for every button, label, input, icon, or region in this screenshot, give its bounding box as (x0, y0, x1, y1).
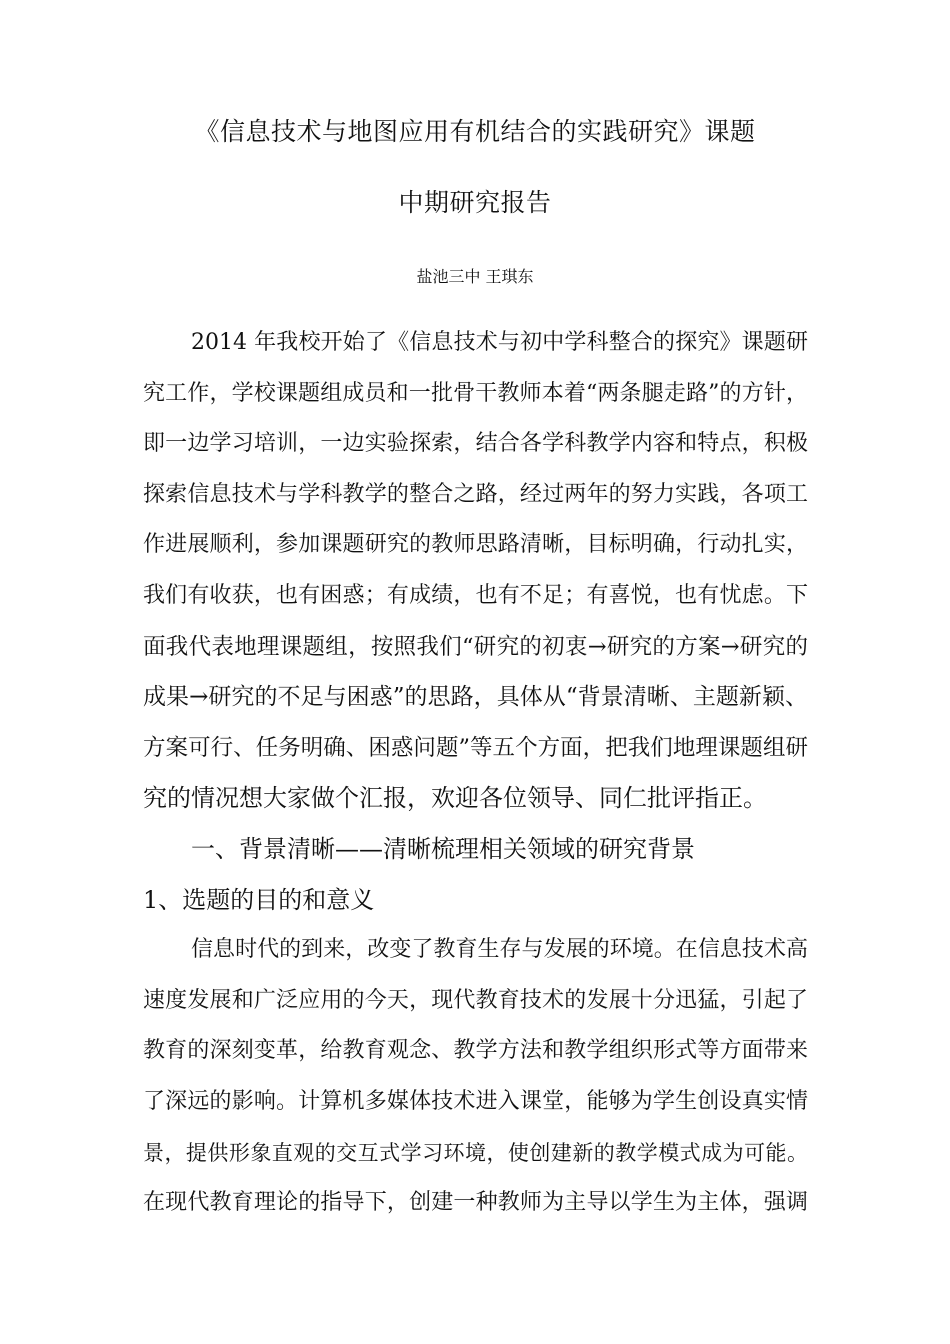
paragraph-line: 作进展顺利，参加课题研究的教师思路清晰，目标明确，行动扎实， (143, 532, 808, 558)
paragraph-line: 1、选题的目的和意义 (143, 885, 375, 914)
paragraph-line: 教育的深刻变革，给教育观念、教学方法和教学组织形式等方面带来 (143, 1038, 808, 1064)
paragraph-line: 方案可行、任务明确、困惑问题”等五个方面，把我们地理课题组研 (143, 734, 808, 761)
paragraph-line: 面我代表地理课题组，按照我们“研究的初衷→研究的方案→研究的 (143, 633, 808, 660)
paragraph-line: 景，提供形象直观的交互式学习环境，使创建新的教学模式成为可能。 (143, 1140, 808, 1165)
paragraph-line: 一、背景清晰——清晰梳理相关领域的研究背景 (191, 834, 695, 863)
document-title-line1: 《信息技术与地图应用有机结合的实践研究》课题 (194, 117, 756, 146)
document-author: 盐池三中 王琪东 (416, 267, 534, 286)
paragraph-line: 我们有收获，也有困惑；有成绩，也有不足；有喜悦，也有忧虑。下 (143, 582, 808, 608)
document-title-line2: 中期研究报告 (398, 188, 552, 217)
paragraph-line: 了深远的影响。计算机多媒体技术进入课堂，能够为学生创设真实情 (143, 1088, 808, 1114)
document-body (143, 318, 808, 1229)
paragraph-line: 信息时代的到来，改变了教育生存与发展的环境。在信息技术高 (191, 937, 808, 963)
paragraph-line: 即一边学习培训，一边实验探索，结合各学科教学内容和特点，积极 (143, 431, 808, 457)
paragraph-line: 究的情况想大家做个汇报，欢迎各位领导、同仁批评指正。 (143, 784, 767, 813)
paragraph-line: 成果→研究的不足与困惑”的思路，具体从“背景清晰、主题新颖、 (143, 684, 808, 711)
paragraph-line: 究工作，学校课题组成员和一批骨干教师本着“两条腿走路”的方针， (143, 380, 808, 406)
paragraph-line: 探索信息技术与学科教学的整合之路，经过两年的努力实践，各项工 (143, 481, 808, 507)
paragraph-line: 在现代教育理论的指导下，创建一种教师为主导以学生为主体，强调 (143, 1190, 808, 1216)
paragraph-line: 2014 年我校开始了《信息技术与初中学科整合的探究》课题研 (191, 330, 808, 355)
paragraph-line: 速度发展和广泛应用的今天，现代教育技术的发展十分迅猛，引起了 (143, 987, 808, 1013)
